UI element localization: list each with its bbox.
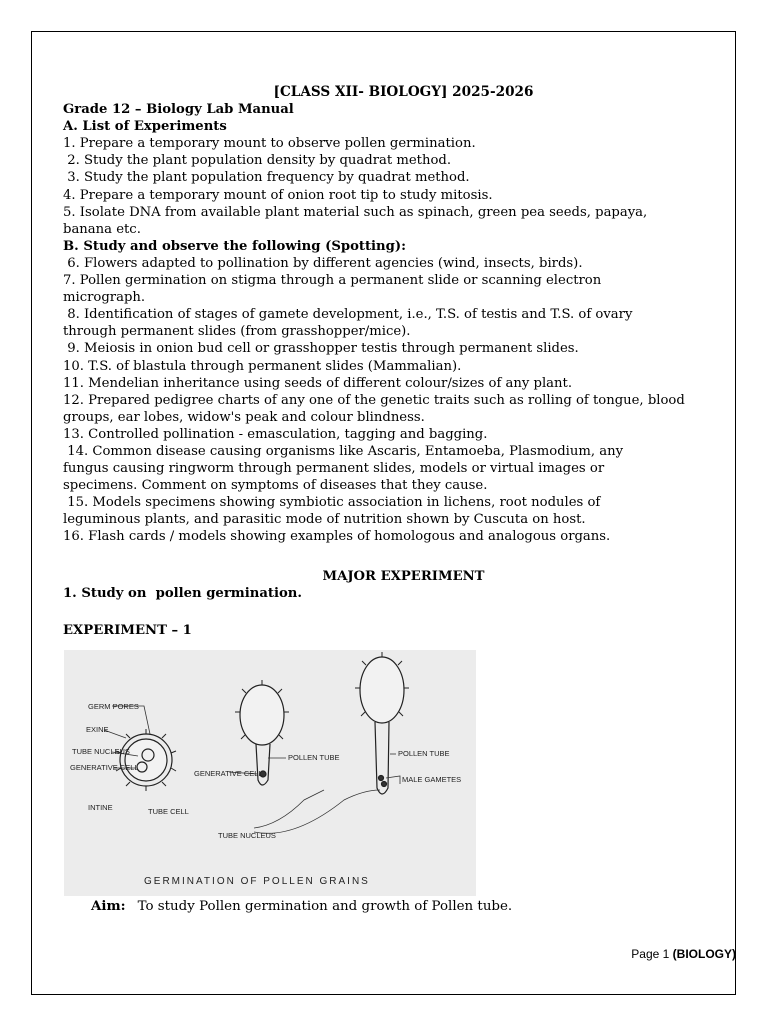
page-footer bbox=[631, 947, 736, 961]
major-experiment-heading: MAJOR EXPERIMENT bbox=[322, 568, 485, 584]
list-item: 6. Flowers adapted to pollination by different agencies (wind, insects, birds). bbox=[63, 255, 583, 271]
page-number: Page 1 bbox=[631, 947, 673, 961]
pollen-grain-left bbox=[120, 734, 172, 786]
label-exine: EXINE bbox=[86, 725, 109, 734]
list-item: 8. Identification of stages of gamete development, i.e., T.S. of testis and T.S. of ovary bbox=[63, 307, 633, 323]
list-item: fungus causing ringworm through permanent slides, models or virtual images or bbox=[63, 461, 605, 477]
pollen-germination-drawing bbox=[64, 650, 476, 896]
experiment-label: EXPERIMENT – 1 bbox=[63, 622, 192, 638]
list-item: specimens. Comment on symptoms of diseases that they cause. bbox=[63, 478, 488, 494]
label-tube-nucleus: TUBE NUCLEUS bbox=[72, 747, 130, 756]
label-male-gametes: MALE GAMETES bbox=[402, 775, 462, 784]
list-item: 10. T.S. of blastula through permanent slides (Mammalian). bbox=[63, 358, 462, 374]
list-item: groups, ear lobes, widow's peak and colour blindness. bbox=[63, 409, 425, 425]
list-item: 9. Meiosis in onion bud cell or grasshopper testis through permanent slides. bbox=[63, 341, 579, 357]
major-experiment-subheading: 1. Study on pollen germination. bbox=[63, 585, 302, 601]
page-subject: (BIOLOGY) bbox=[672, 947, 736, 961]
section-a-heading: A. List of Experiments bbox=[63, 119, 227, 135]
list-item: 11. Mendelian inheritance using seeds of different colour/sizes of any plant. bbox=[63, 375, 573, 391]
list-item: 16. Flash cards / models showing examples of homologous and analogous organs. bbox=[63, 529, 611, 545]
list-item: 14. Common disease causing organisms like Ascaris, Entamoeba, Plasmodium, any bbox=[63, 443, 624, 459]
list-item: 13. Controlled pollination - emasculation, tagging and bagging. bbox=[63, 426, 488, 442]
document-header: [CLASS XII- BIOLOGY] 2025-2026 bbox=[273, 84, 534, 100]
aim-statement bbox=[91, 898, 512, 914]
aim-text: To study Pollen germination and growth of Pollen tube. bbox=[137, 899, 513, 914]
aim-label: Aim: bbox=[91, 898, 126, 914]
label-tube-nucleus-bottom: TUBE NUCLEUS bbox=[218, 831, 276, 840]
list-item: 3. Study the plant population frequency by quadrat method. bbox=[63, 170, 470, 186]
figure-caption: GERMINATION OF POLLEN GRAINS bbox=[144, 876, 370, 887]
list-item: 1. Prepare a temporary mount to observe pollen germination. bbox=[63, 136, 476, 152]
list-item: banana etc. bbox=[63, 221, 141, 237]
label-intine: INTINE bbox=[88, 803, 113, 812]
label-pollen-tube-middle: POLLEN TUBE bbox=[288, 753, 340, 762]
list-item: 7. Pollen germination on stigma through a permanent slide or scanning electron bbox=[63, 273, 602, 289]
pollen-germination-figure bbox=[64, 650, 476, 896]
list-item: 4. Prepare a temporary mount of onion root tip to study mitosis. bbox=[63, 187, 493, 203]
label-tube-cell: TUBE CELL bbox=[148, 807, 189, 816]
document-title: Grade 12 – Biology Lab Manual bbox=[63, 102, 294, 118]
list-item: leguminous plants, and parasitic mode of nutrition shown by Cuscuta on host. bbox=[63, 512, 586, 528]
document-body bbox=[63, 84, 763, 639]
list-item: 2. Study the plant population density by quadrat method. bbox=[63, 153, 452, 169]
label-germ-pores: GERM PORES bbox=[88, 702, 139, 711]
section-b-heading: B. Study and observe the following (Spotting): bbox=[63, 238, 406, 254]
list-item: through permanent slides (from grasshopper/mice). bbox=[63, 324, 411, 340]
list-item: 12. Prepared pedigree charts of any one of the genetic traits such as rolling of tongue, blood bbox=[63, 392, 685, 408]
list-item: micrograph. bbox=[63, 290, 146, 306]
label-generative-cell-middle: GENERATIVE CELL bbox=[194, 769, 263, 778]
list-item: 5. Isolate DNA from available plant material such as spinach, green pea seeds, papaya, bbox=[63, 204, 648, 220]
list-item: 15. Models specimens showing symbiotic association in lichens, root nodules of bbox=[63, 495, 601, 511]
label-generative-cell-left: GENERATIVE CELL bbox=[70, 763, 139, 772]
label-pollen-tube-right: POLLEN TUBE bbox=[398, 749, 450, 758]
